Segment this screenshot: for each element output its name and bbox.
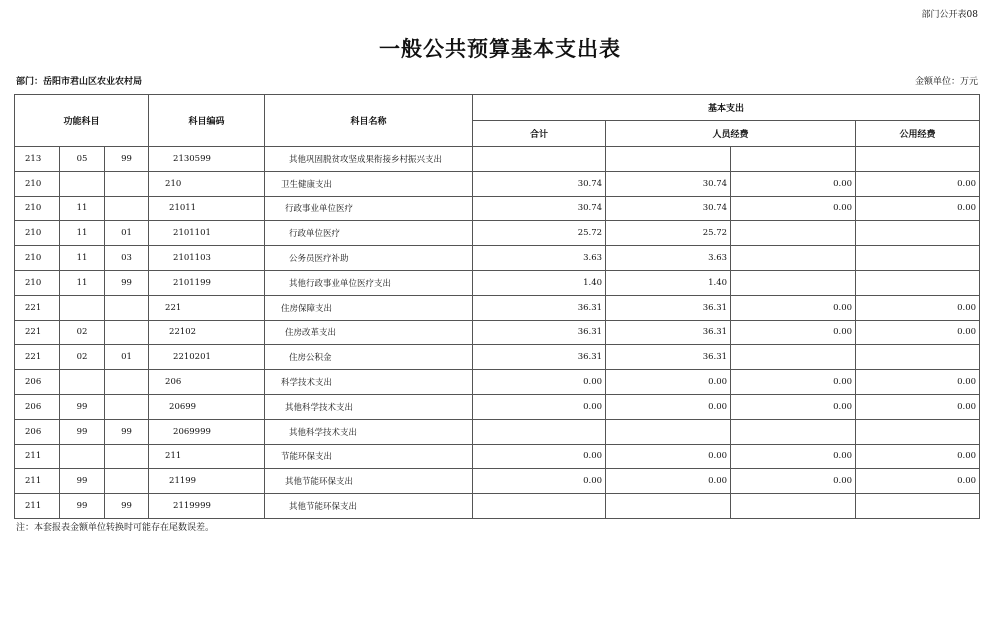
subject-code: 2069999: [149, 419, 265, 444]
header-personnel-expense: 人员经费: [606, 121, 856, 147]
table-row: [15, 221, 980, 246]
table-row: [15, 394, 980, 419]
func-subitem: 03: [105, 246, 149, 271]
public-cell: 0.00: [856, 320, 980, 345]
subject-code: 210: [149, 171, 265, 196]
func-subitem: [105, 469, 149, 494]
total-cell: 0.00: [473, 444, 606, 469]
func-subitem: 99: [105, 270, 149, 295]
table-row: [15, 419, 980, 444]
func-item: 11: [60, 196, 105, 221]
func-item: 99: [60, 419, 105, 444]
personnel-sub-cell: 0.00: [731, 196, 856, 221]
func-class: 206: [15, 370, 60, 395]
subject-name: 行政单位医疗: [265, 221, 473, 246]
personnel-cell: 3.63: [606, 246, 731, 271]
personnel-cell: 25.72: [606, 221, 731, 246]
total-cell: 0.00: [473, 469, 606, 494]
func-item: 02: [60, 345, 105, 370]
footnote: 注：本套报表金额单位转换时可能存在尾数误差。: [16, 523, 215, 533]
public-cell: [856, 270, 980, 295]
func-class: 210: [15, 196, 60, 221]
personnel-sub-cell: 0.00: [731, 320, 856, 345]
public-cell: [856, 419, 980, 444]
table-row: [15, 345, 980, 370]
table-row: [15, 270, 980, 295]
func-class: 210: [15, 246, 60, 271]
subject-code: 221: [149, 295, 265, 320]
func-class: 210: [15, 221, 60, 246]
personnel-cell: 0.00: [606, 394, 731, 419]
func-item: 11: [60, 270, 105, 295]
subject-name: 科学技术支出: [265, 370, 473, 395]
total-cell: 30.74: [473, 171, 606, 196]
personnel-sub-cell: 0.00: [731, 295, 856, 320]
table-row: [15, 370, 980, 395]
subject-name: 其他节能环保支出: [265, 469, 473, 494]
total-cell: 30.74: [473, 196, 606, 221]
unit-label: 金额单位：万元: [914, 77, 978, 87]
func-item: [60, 171, 105, 196]
personnel-sub-cell: 0.00: [731, 171, 856, 196]
func-subitem: [105, 444, 149, 469]
table-row: [15, 171, 980, 196]
personnel-cell: [606, 147, 731, 172]
func-item: [60, 295, 105, 320]
func-class: 210: [15, 171, 60, 196]
table-row: [15, 147, 980, 172]
subject-name: 住房保障支出: [265, 295, 473, 320]
func-subitem: 01: [105, 345, 149, 370]
subject-code: 22102: [149, 320, 265, 345]
subject-code: 2119999: [149, 494, 265, 519]
department-label: 部门：岳阳市君山区农业农村局: [16, 77, 143, 87]
func-class: 206: [15, 394, 60, 419]
personnel-sub-cell: 0.00: [731, 394, 856, 419]
personnel-sub-cell: [731, 246, 856, 271]
subject-name: 其他科学技术支出: [265, 394, 473, 419]
personnel-sub-cell: 0.00: [731, 370, 856, 395]
func-class: 211: [15, 444, 60, 469]
public-cell: 0.00: [856, 196, 980, 221]
personnel-sub-cell: [731, 147, 856, 172]
subject-name: 其他节能环保支出: [265, 494, 473, 519]
public-cell: [856, 147, 980, 172]
personnel-cell: 1.40: [606, 270, 731, 295]
table-row: [15, 295, 980, 320]
personnel-cell: 36.31: [606, 345, 731, 370]
page-title: 一般公共预算基本支出表: [379, 36, 621, 61]
func-subitem: 99: [105, 494, 149, 519]
personnel-cell: 36.31: [606, 295, 731, 320]
public-cell: [856, 246, 980, 271]
personnel-cell: 36.31: [606, 320, 731, 345]
func-class: 221: [15, 320, 60, 345]
total-cell: [473, 494, 606, 519]
func-item: 02: [60, 320, 105, 345]
func-subitem: [105, 370, 149, 395]
total-cell: 0.00: [473, 394, 606, 419]
personnel-sub-cell: [731, 221, 856, 246]
public-cell: 0.00: [856, 295, 980, 320]
func-subitem: [105, 394, 149, 419]
total-cell: [473, 419, 606, 444]
personnel-cell: 30.74: [606, 171, 731, 196]
header-subject-name: 科目名称: [265, 95, 473, 147]
subject-code: 2101199: [149, 270, 265, 295]
func-class: 221: [15, 345, 60, 370]
personnel-sub-cell: [731, 345, 856, 370]
header-subject-code: 科目编码: [149, 95, 265, 147]
func-class: 206: [15, 419, 60, 444]
subject-name: 节能环保支出: [265, 444, 473, 469]
subject-name: 卫生健康支出: [265, 171, 473, 196]
public-cell: 0.00: [856, 469, 980, 494]
table-body: [15, 147, 980, 519]
subject-name: 其他巩固脱贫攻坚成果衔接乡村振兴支出: [265, 147, 473, 172]
func-class: 210: [15, 270, 60, 295]
header-public-expense: 公用经费: [856, 121, 980, 147]
subject-name: 住房公积金: [265, 345, 473, 370]
func-item: 99: [60, 469, 105, 494]
func-subitem: [105, 295, 149, 320]
func-subitem: 01: [105, 221, 149, 246]
public-cell: [856, 221, 980, 246]
func-class: 211: [15, 469, 60, 494]
total-cell: 25.72: [473, 221, 606, 246]
func-subitem: [105, 196, 149, 221]
func-subitem: 99: [105, 147, 149, 172]
personnel-sub-cell: 0.00: [731, 444, 856, 469]
personnel-sub-cell: [731, 270, 856, 295]
public-cell: [856, 494, 980, 519]
subject-name: 行政事业单位医疗: [265, 196, 473, 221]
public-cell: 0.00: [856, 370, 980, 395]
total-cell: [473, 147, 606, 172]
personnel-cell: 0.00: [606, 444, 731, 469]
func-subitem: [105, 171, 149, 196]
subject-name: 公务员医疗补助: [265, 246, 473, 271]
public-cell: 0.00: [856, 394, 980, 419]
subject-code: 21199: [149, 469, 265, 494]
form-number: 部门公开表08: [921, 10, 978, 20]
func-item: 11: [60, 221, 105, 246]
personnel-cell: 0.00: [606, 370, 731, 395]
table-row: [15, 320, 980, 345]
total-cell: 36.31: [473, 320, 606, 345]
budget-table: [14, 94, 980, 519]
func-item: 99: [60, 394, 105, 419]
header-total: 合计: [473, 121, 606, 147]
subject-code: 2130599: [149, 147, 265, 172]
subject-name: 住房改革支出: [265, 320, 473, 345]
subject-name: 其他科学技术支出: [265, 419, 473, 444]
public-cell: 0.00: [856, 171, 980, 196]
func-item: [60, 370, 105, 395]
personnel-cell: [606, 419, 731, 444]
func-class: 221: [15, 295, 60, 320]
func-item: 11: [60, 246, 105, 271]
personnel-cell: 0.00: [606, 469, 731, 494]
subject-code: 20699: [149, 394, 265, 419]
func-item: 05: [60, 147, 105, 172]
subject-code: 2210201: [149, 345, 265, 370]
header-basic-expenditure: 基本支出: [473, 95, 980, 121]
table-row: [15, 246, 980, 271]
total-cell: 36.31: [473, 295, 606, 320]
public-cell: [856, 345, 980, 370]
func-class: 213: [15, 147, 60, 172]
subject-code: 21011: [149, 196, 265, 221]
total-cell: 1.40: [473, 270, 606, 295]
subject-code: 206: [149, 370, 265, 395]
subject-code: 211: [149, 444, 265, 469]
total-cell: 3.63: [473, 246, 606, 271]
func-item: 99: [60, 494, 105, 519]
total-cell: 0.00: [473, 370, 606, 395]
personnel-sub-cell: [731, 494, 856, 519]
table-row: [15, 469, 980, 494]
personnel-sub-cell: [731, 419, 856, 444]
personnel-cell: [606, 494, 731, 519]
func-class: 211: [15, 494, 60, 519]
subject-name: 其他行政事业单位医疗支出: [265, 270, 473, 295]
table-row: [15, 444, 980, 469]
func-item: [60, 444, 105, 469]
header-function-subject: 功能科目: [15, 95, 149, 147]
public-cell: 0.00: [856, 444, 980, 469]
table-row: [15, 494, 980, 519]
personnel-sub-cell: 0.00: [731, 469, 856, 494]
func-subitem: [105, 320, 149, 345]
func-subitem: 99: [105, 419, 149, 444]
personnel-cell: 30.74: [606, 196, 731, 221]
subject-code: 2101103: [149, 246, 265, 271]
total-cell: 36.31: [473, 345, 606, 370]
subject-code: 2101101: [149, 221, 265, 246]
table-row: [15, 196, 980, 221]
